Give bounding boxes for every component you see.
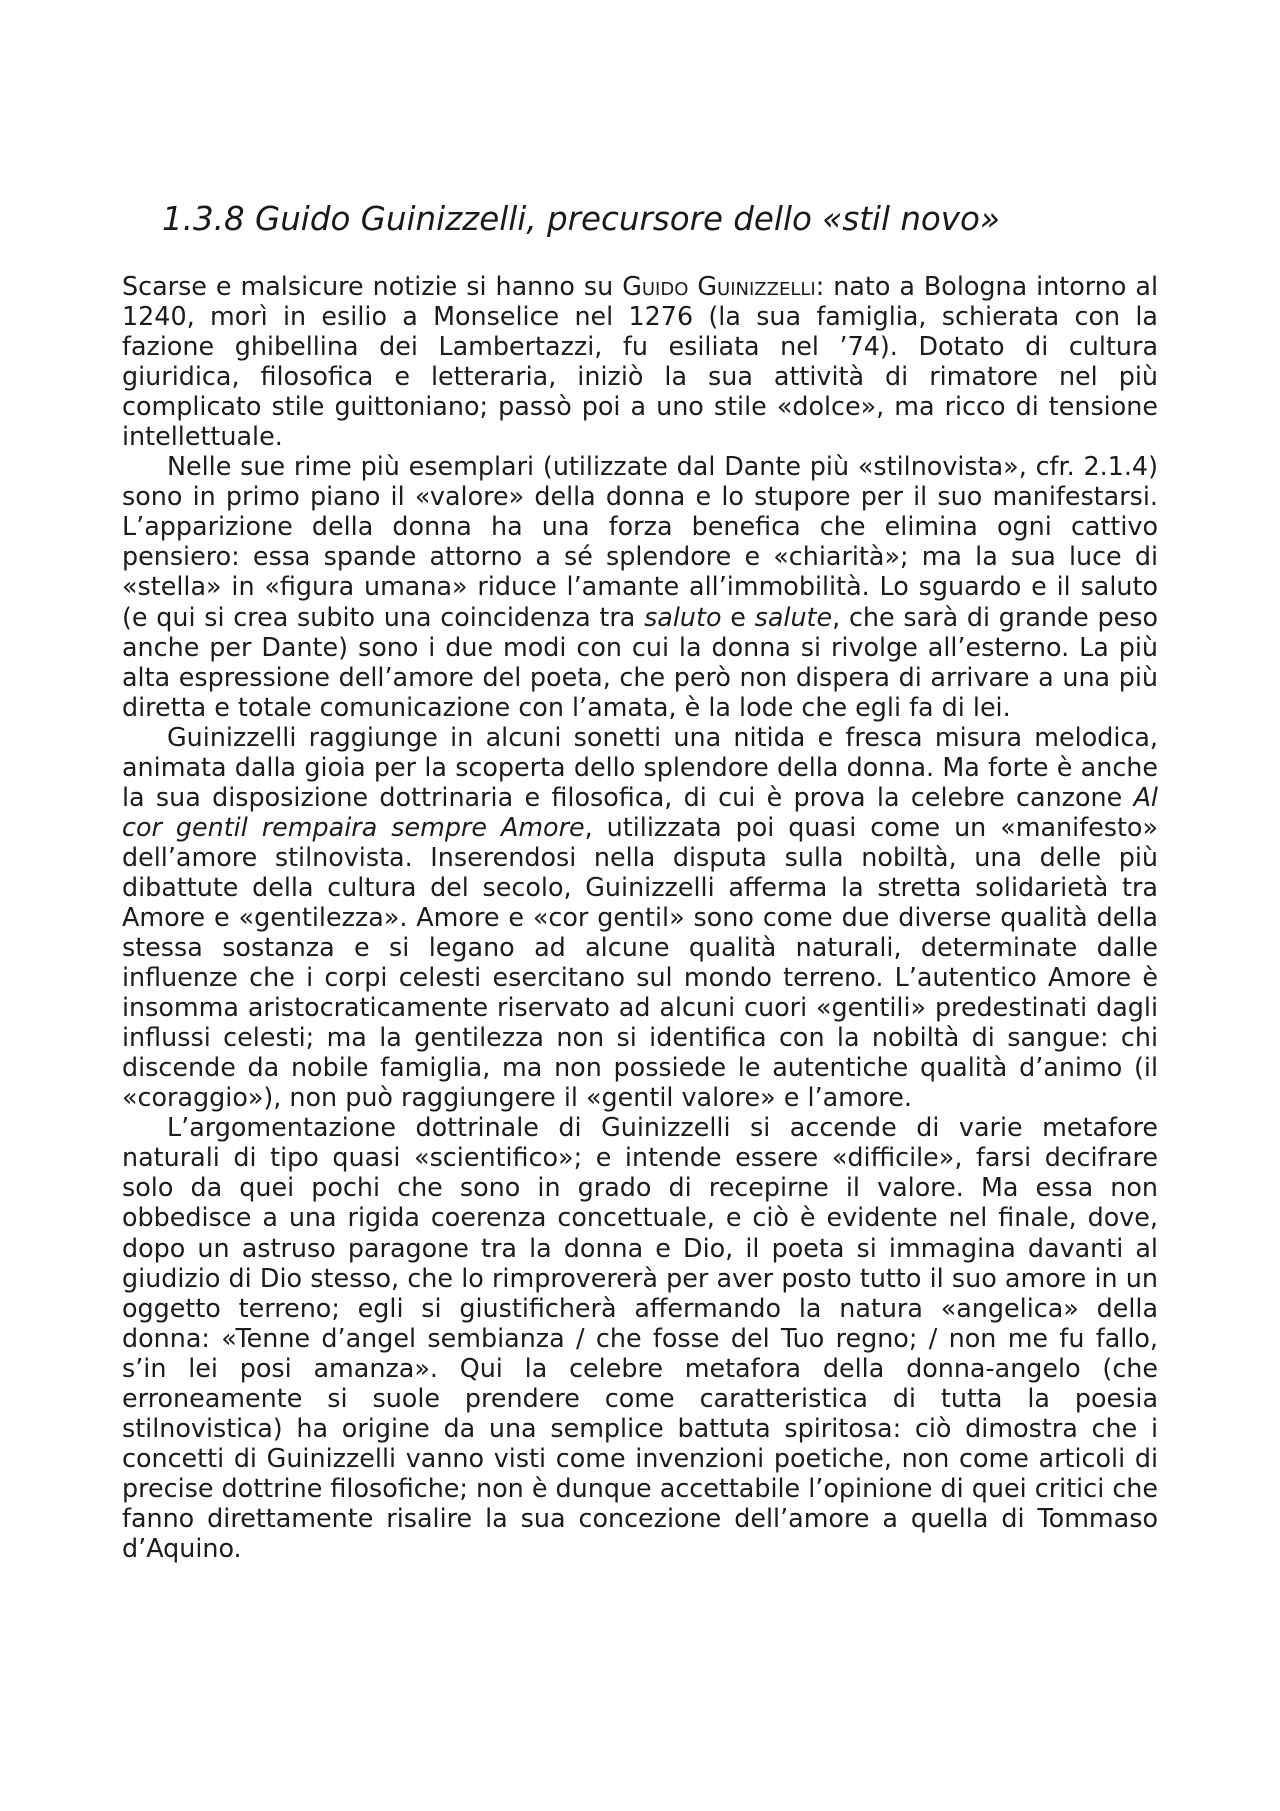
paragraph-1-text-b: : nato a Bologna intorno al 1240, morì in esilio a Monselice nel 1276 (la sua famiglia, schierata con la fazione ghibellina dei Lambertazzi, fu esiliata nel ’74). Dotato di cultura giuridica, filosofica e letteraria, iniziò la sua attività di rimatore nel più complicato stile guittoniano; passò poi a uno stile «dolce», ma ricco di tensione intellettuale.	[122, 271, 1159, 452]
paragraph-2-text-c: , che sarà di grande peso anche per Dante) sono i due modi con cui la donna si rivolge all’esterno. La più alta espressione dell’amore del poeta, che però non dispera di arrivare a una più diretta e totale comunicazione con l’amata, è la lode che egli fa di lei.	[122, 601, 1158, 722]
canzone-title: Al cor gentil rempaira sempre Amore	[122, 781, 1158, 842]
section-body	[122, 271, 1158, 1563]
paragraph-1-text-a: Scarse e malsicure notizie si hanno su	[122, 271, 623, 301]
paragraph-3	[122, 722, 1158, 1113]
paragraph-3-text-b: , utilizzata poi quasi come un «manifesto» dell’amore stilnovista. Inserendosi nella disputa sulla nobiltà, una delle più dibattute della cultura del secolo, Guinizzelli afferma la stretta solidarietà tra Amore e «gentilezza». Amore e «cor gentil» sono come due diverse qualità della stessa sostanza e si legano ad alcune qualità naturali, determinate dalle influenze che i corpi celesti esercitano sul mondo terreno. L’autentico Amore è insomma aristocraticamente riservato ad alcuni cuori «gentili» predestinati dagli influssi celesti; ma la gentilezza non si identifica con la nobiltà di sangue: chi discende da nobile famiglia, ma non possiede le autentiche qualità d’animo (il «coraggio»), non può raggiungere il «gentil valore» e l’amore.	[122, 811, 1159, 1113]
paragraph-3-text-a: Guinizzelli raggiunge in alcuni sonetti una nitida e fresca misura melodica, animata dalla gioia per la scoperta dello splendore della donna. Ma forte è anche la sua disposizione dottrinaria e filosofica, di cui è prova la celebre canzone	[122, 721, 1158, 812]
paragraph-1	[122, 271, 1158, 451]
author-name: Guido Guinizzelli	[622, 271, 816, 301]
section-heading: 1.3.8 Guido Guinizzelli, precursore dello «stil novo»	[162, 200, 1000, 238]
paragraph-4-text-a: L’argomentazione dottrinale di Guinizzelli si accende di varie metafore naturali di tipo quasi «scientifico»; e intende essere «difficile», farsi decifrare solo da quei pochi che sono in grado di recepirne il valore. Ma essa non obbedisce a una rigida coerenza concettuale, e ciò è evidente nel finale, dove, dopo un astruso paragone tra la donna e Dio, il poeta si immagina davanti al giudizio di Dio stesso, che lo rimprovererà per aver posto tutto il suo amore in un oggetto terreno; egli si giustificherà affermando la natura «angelica» della donna: «Tenne d’angel sembianza / che fosse del Tuo regno; / non me fu fallo, s’in lei posi amanza». Qui la celebre metafora della donna-angelo (che erroneamente si suole prendere come caratteristica di tutta la poesia stilnovistica) ha origine da una semplice battuta spiritosa: ciò dimostra che i concetti di Guinizzelli vanno visti come invenzioni poetiche, non come articoli di precise dottrine filosofiche; non è dunque accettabile l’opinione di quei critici che fanno direttamente risalire la sua concezione dell’amore a quella di Tommaso d’Aquino.	[122, 1112, 1158, 1563]
emphasis-salute: salute	[754, 601, 833, 632]
paragraph-2-text-b: e	[721, 601, 755, 632]
paragraph-2-text-a: Nelle sue rime più esemplari (utilizzate dal Dante più «stilnovista», cfr. 2.1.4) sono in primo piano il «valore» della donna e lo stupore per il suo manifestarsi. L’apparizione della donna ha una forza benefica che elimina ogni cattivo pensiero: essa spande attorno a sé splendore e «chiarità»; ma la sua luce di «stella» in «figura umana» riduce l’amante all’immobilità. Lo sguardo e il saluto (e qui si crea subito una coincidenza tra	[122, 451, 1158, 632]
paragraph-4	[122, 1112, 1158, 1563]
paragraph-2	[122, 451, 1158, 721]
emphasis-saluto: saluto	[644, 601, 722, 632]
